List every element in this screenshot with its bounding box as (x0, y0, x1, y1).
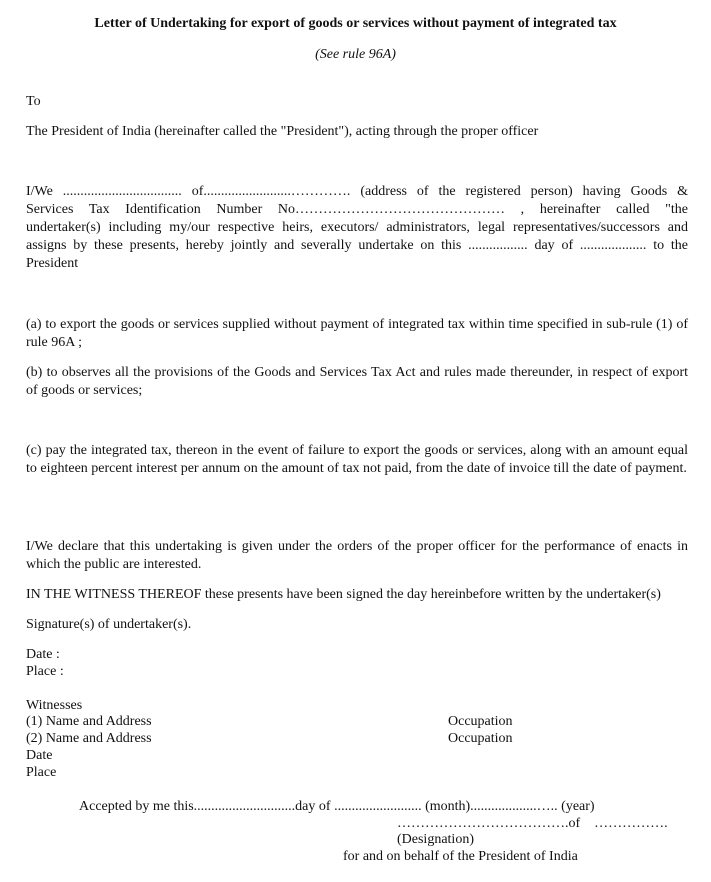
undertaking-paragraph (26, 183, 688, 273)
witness-1-occupation: Occupation (448, 714, 513, 729)
addressee-line: The President of India (hereinafter called the "President"), acting through the proper officer (26, 124, 539, 139)
designation-label: (Designation) (397, 832, 474, 847)
witness-place-label: Place (26, 765, 57, 780)
to-label: To (26, 94, 41, 109)
on-behalf-line: for and on behalf of the President of India (343, 849, 578, 864)
clause-c: (c) pay the integrated tax, thereon in the event of failure to export the goods or services, along with an amount equal to eighteen percent interest per annum on the amount of tax not paid, from the date of invoice till the date of payment. (26, 443, 688, 476)
witness-2-name-address: (2) Name and Address (26, 731, 152, 746)
undertaking-line-3: undertaker(s) including my/our respective heirs, executors/ administrators, legal representatives/successors and (26, 220, 688, 235)
witness-2-occupation: Occupation (448, 731, 513, 746)
rule-reference: (See rule 96A) (315, 47, 396, 62)
witness-statement: IN THE WITNESS THEREOF these presents have been signed the day hereinbefore written by the undertaker(s) (26, 587, 661, 602)
witnesses-heading: Witnesses (26, 698, 83, 713)
signature-label: Signature(s) of undertaker(s). (26, 617, 192, 632)
witness-1-name-address: (1) Name and Address (26, 714, 152, 729)
undertaking-line-5: President (26, 256, 79, 271)
date-label: Date : (26, 647, 60, 662)
undertaking-line-2: Services Tax Identification Number No……………………………………… , hereinafter called "the (26, 202, 688, 217)
officer-designation-line: ……………………………….of ……………. (397, 816, 668, 831)
undertaking-line-4: assigns by these presents, hereby jointly and severally undertake on this ................. day of ................... to the (26, 238, 688, 253)
undertaking-line-1: I/We .................................. of.........................…………. (address of the registered person) having Goods & (26, 184, 688, 199)
place-label: Place : (26, 664, 64, 679)
clause-b: (b) to observes all the provisions of the Goods and Services Tax Act and rules made thereunder, in respect of export of goods or services; (26, 365, 688, 398)
clause-a: (a) to export the goods or services supplied without payment of integrated tax within time specified in sub-rule (1) of rule 96A ; (26, 317, 688, 350)
declaration-text: I/We declare that this undertaking is given under the orders of the proper officer for the performance of enacts in which the public are interested. (26, 539, 688, 572)
witness-date-label: Date (26, 748, 53, 763)
acceptance-line: Accepted by me this.............................day of ......................... (month)...................….. (year) (79, 799, 595, 814)
page-title: Letter of Undertaking for export of goods or services without payment of integrated tax (94, 16, 617, 31)
